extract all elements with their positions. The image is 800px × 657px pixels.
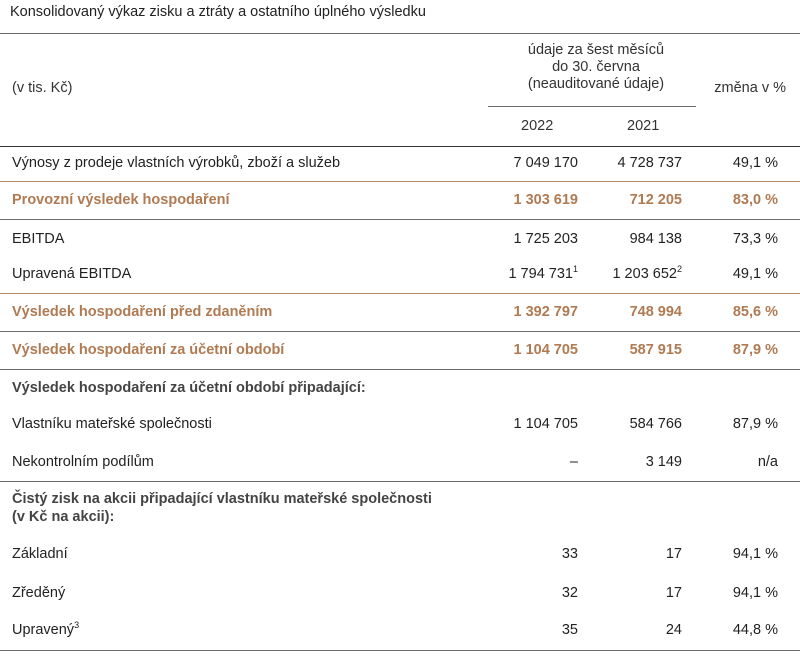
- nci-2021: 3 149: [645, 454, 682, 470]
- period-line-1: údaje za šest měsíců: [527, 42, 665, 58]
- revenue-change: 49,1 %: [732, 155, 778, 171]
- eps-basic-label: Základní: [12, 546, 68, 562]
- pretax-2021: 748 994: [629, 304, 682, 320]
- revenue-label: Výnosy z prodeje vlastních výrobků, zboží a služeb: [12, 155, 341, 171]
- top-rule: [0, 33, 800, 34]
- row-rule: [0, 369, 800, 370]
- adj-ebitda-2021-value: 1 203 652: [612, 266, 677, 282]
- pretax-label: Výsledek hospodaření před zdaněním: [12, 304, 273, 320]
- parent-2021: 584 766: [629, 416, 682, 432]
- nci-2022: –: [569, 454, 578, 470]
- ebitda-2021: 984 138: [629, 231, 682, 247]
- eps-adjusted-change: 44,8 %: [732, 622, 778, 638]
- eps-basic-change: 94,1 %: [732, 546, 778, 562]
- eps-diluted-2022: 32: [561, 585, 578, 601]
- eps-adjusted-label-text: Upravený: [12, 622, 75, 638]
- net-result-change: 87,9 %: [732, 342, 778, 358]
- year-2021-header: 2021: [627, 118, 660, 134]
- year-2022-header: 2022: [521, 118, 554, 134]
- revenue-2022: 7 049 170: [513, 155, 578, 171]
- op-result-2021: 712 205: [629, 192, 682, 208]
- eps-diluted-change: 94,1 %: [732, 585, 778, 601]
- eps-header-line-2: (v Kč na akcii):: [12, 509, 115, 525]
- op-result-label: Provozní výsledek hospodaření: [12, 192, 230, 208]
- period-header-underline: [488, 106, 696, 107]
- footnote-3: 3: [74, 620, 80, 631]
- eps-adjusted-2022: 35: [561, 622, 578, 638]
- page-title: Konsolidovaný výkaz zisku a ztráty a ostatního úplného výsledku: [10, 4, 426, 20]
- eps-adjusted-label: [12, 622, 79, 638]
- row-rule: [0, 481, 800, 482]
- change-header: změna v %: [714, 80, 786, 96]
- pretax-2022: 1 392 797: [513, 304, 578, 320]
- adj-ebitda-2022: [508, 266, 578, 282]
- net-result-label: Výsledek hospodaření za účetní období: [12, 342, 285, 358]
- period-line-2: do 30. června: [552, 59, 640, 75]
- row-rule: [0, 293, 800, 294]
- revenue-2021: 4 728 737: [617, 155, 682, 171]
- parent-2022: 1 104 705: [513, 416, 578, 432]
- footnote-1: 1: [572, 264, 578, 275]
- adj-ebitda-change: 49,1 %: [732, 266, 778, 282]
- footnote-2: 2: [676, 264, 682, 275]
- period-line-3: (neauditované údaje): [527, 76, 665, 92]
- ebitda-label: EBITDA: [12, 231, 65, 247]
- eps-diluted-2021: 17: [665, 585, 682, 601]
- eps-diluted-label: Zředěný: [12, 585, 66, 601]
- op-result-change: 83,0 %: [732, 192, 778, 208]
- eps-header: [12, 490, 432, 526]
- eps-adjusted-2021: 24: [665, 622, 682, 638]
- nci-change: n/a: [757, 454, 778, 470]
- row-rule: [0, 181, 800, 182]
- parent-label: Vlastníku mateřské společnosti: [12, 416, 212, 432]
- parent-change: 87,9 %: [732, 416, 778, 432]
- nci-label: Nekontrolním podílům: [12, 454, 154, 470]
- period-header: [496, 42, 696, 93]
- net-result-2022: 1 104 705: [513, 342, 578, 358]
- ebitda-2022: 1 725 203: [513, 231, 578, 247]
- adj-ebitda-2021: [612, 266, 682, 282]
- net-result-2021: 587 915: [629, 342, 682, 358]
- row-rule: [0, 219, 800, 220]
- pretax-change: 85,6 %: [732, 304, 778, 320]
- eps-basic-2021: 17: [665, 546, 682, 562]
- bottom-rule: [0, 650, 800, 651]
- attribution-header: Výsledek hospodaření za účetní období připadající:: [12, 380, 366, 396]
- eps-header-line-1: Čistý zisk na akcii připadající vlastníku mateřské společnosti: [12, 491, 432, 507]
- row-rule: [0, 331, 800, 332]
- ebitda-change: 73,3 %: [732, 231, 778, 247]
- adj-ebitda-2022-value: 1 794 731: [508, 266, 573, 282]
- op-result-2022: 1 303 619: [513, 192, 578, 208]
- eps-basic-2022: 33: [561, 546, 578, 562]
- unit-label: (v tis. Kč): [12, 80, 73, 96]
- adj-ebitda-label: Upravená EBITDA: [12, 266, 132, 282]
- header-bottom-rule: [0, 146, 800, 147]
